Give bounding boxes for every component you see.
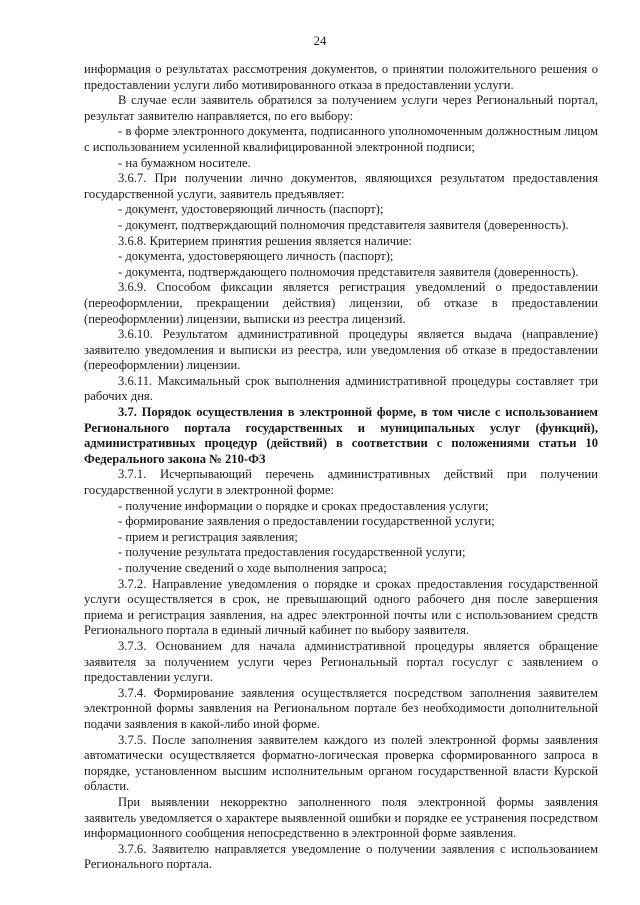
list-item-form-application: - формирование заявления о предоставлении государственной услуги; <box>118 514 495 529</box>
paragraph-3-7-4: 3.7.4. Формирование заявления осуществляется посредством заполнения заявителем электронной формы заявления на Региональном портале без необходимости дополнительной подачи заявления в какой-либо иной форме. <box>84 685 598 731</box>
list-item-paper: - на бумажном носителе. <box>118 155 251 170</box>
paragraph-3-7-1: 3.7.1. Исчерпывающий перечень административных действий при получении государственной услуги в электронной форме: <box>84 467 598 498</box>
list-item-result: - получение результата предоставления государственной услуги; <box>118 545 466 560</box>
section-heading-3-7: 3.7. Порядок осуществления в электронной форме, в том числе с использованием Регионального портала государственных и муниципальных услуг (функций), административных процедур (действий) в соответствии с положениями статьи 10 Федерального закона № 210-ФЗ <box>84 405 598 466</box>
paragraph-3-6-11: 3.6.11. Максимальный срок выполнения административной процедуры составляет три рабочих дня. <box>84 373 598 404</box>
list-item-status: - получение сведений о ходе выполнения запроса; <box>118 561 387 575</box>
paragraph-3-6-10: 3.6.10. Результатом административной процедуры является выдача (направление) заявителю уведомления и выписки из реестра, или уведомления об отказе в предоставлении (переоформлении) лицензии. <box>84 327 598 373</box>
paragraph-3-6-8: 3.6.8. Критерием принятия решения является наличие: <box>118 233 412 248</box>
list-item-power-of-attorney: - документ, подтверждающий полномочия представителя заявителя (доверенность). <box>118 217 569 232</box>
paragraph-error-notice: При выявлении некорректно заполненного поля электронной формы заявления заявитель уведомляется о характере выявленной ошибки и порядке ее устранения посредством информационного сообщения непосредственно в электронной форме заявления. <box>84 794 598 841</box>
list-item-reception: - прием и регистрация заявления; <box>118 529 298 544</box>
paragraph-3-6-7: 3.6.7. При получении лично документов, являющихся результатом предоставления государственной услуги, заявитель предъявляет: <box>84 171 598 201</box>
paragraph-3-7-2: 3.7.2. Направление уведомления о порядке и сроках предоставления государственной услуги осуществляется в срок, не превышающий одного рабочего дня после завершения приема и регистрация заявления, на адрес электронной почты или с использованием средств Регионального портала в единый личный кабинет по выбору заявителя. <box>84 576 598 638</box>
list-item-authority-document: - документа, подтверждающего полномочия представителя заявителя (доверенность). <box>118 264 579 279</box>
paragraph-regional-portal-result: В случае если заявитель обратился за получением услуги через Региональный портал, результат заявителю направляется, по его выбору: <box>84 93 598 123</box>
paragraph-3-6-9: 3.6.9. Способом фиксации является регистрация уведомлений о предоставлении (переоформлении, прекращении действия) лицензии, об отказе в предоставлении (переоформлении) лицензии, выписки из реестра лицензий. <box>84 280 598 326</box>
list-item-info-order: - получение информации о порядке и сроках предоставления услуги; <box>118 498 489 513</box>
list-item-passport: - документ, удостоверяющий личность (паспорт); <box>118 202 384 217</box>
paragraph-3-7-5: 3.7.5. После заполнения заявителем каждого из полей электронной формы заявления автоматически осуществляется форматно-логическая проверка сформированного запроса в порядке, установленном высшим исполнительным органом государственной власти Курской области. <box>84 732 598 794</box>
paragraph-results-info: информация о результатах рассмотрения документов, о принятии положительного решения о предоставлении услуги либо мотивированного отказа в предоставлении услуги. <box>84 62 598 92</box>
list-item-electronic-document: - в форме электронного документа, подписанного уполномоченным должностным лицом с использованием усиленной квалифицированной электронной подписи; <box>84 124 598 154</box>
paragraph-3-7-6: 3.7.6. Заявителю направляется уведомление о получении заявления с использованием Регионального портала. <box>84 841 598 872</box>
page-number: 24 <box>313 33 327 48</box>
page-content <box>84 62 598 873</box>
paragraph-3-7-3: 3.7.3. Основанием для начала административной процедуры является обращение заявителя за получением услуги через Региональный портал госуслуг с заявлением о предоставлении услуги. <box>84 638 598 685</box>
list-item-identity-document: - документа, удостоверяющего личность (паспорт); <box>118 249 394 264</box>
